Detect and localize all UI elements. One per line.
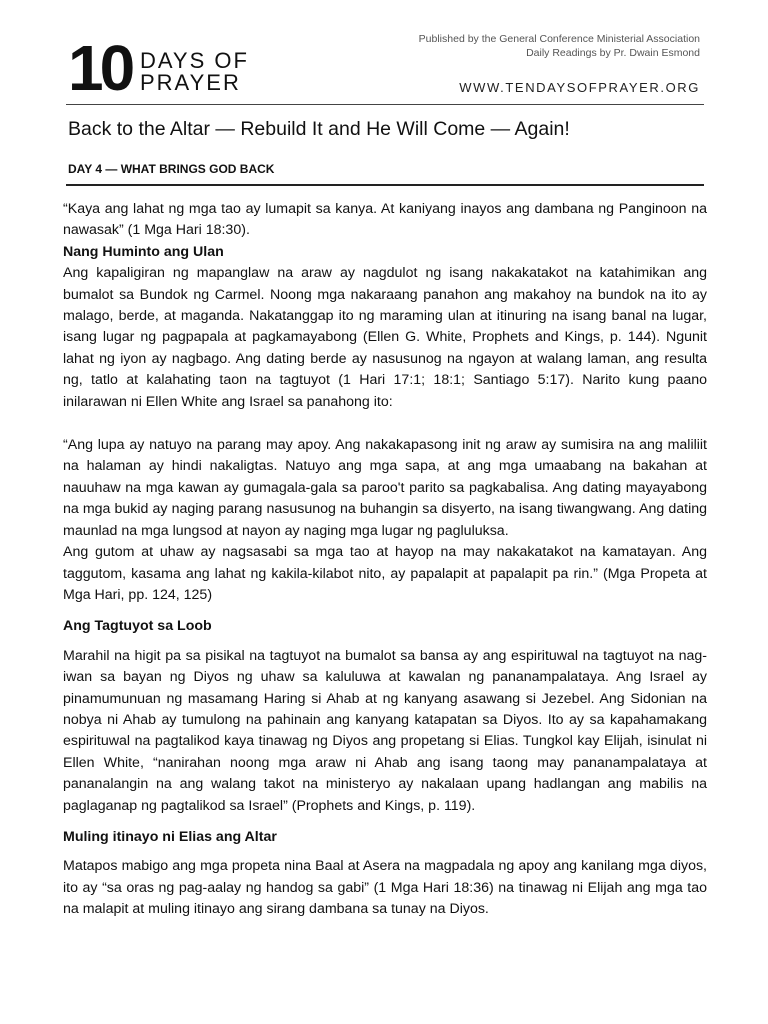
website-link[interactable]: WWW.TENDAYSOFPRAYER.ORG (459, 80, 700, 95)
paragraph: Ang kapaligiran ng mapanglaw na araw ay nagdulot ng isang nakakatakot na katahimikan ang bumalot sa Bundok ng Carmel. Noong mga nakaraang panahon ang makahoy na bundok na ito ay malago, berde, at maganda. Nakatanggap ito ng maraming ulan at itinuring na isang banal na lugar, isang lugar ng pagpapala at pagkamayabong (Ellen G. White, Prophets and Kings, p. 144). Ngunit lahat ng iyon ay nagbago. Ang dating berde ay nasusunog na ngayon at walang laman, ang resulta ng, tatlo at kalahating taon na tagtuyot (1 Hari 17:1; 18:1; Santiago 5:17). Narito kung paano inilarawan ni Ellen White ang Israel sa panahong ito: (63, 265, 707, 410)
section-heading: Nang Huminto ang Ulan (63, 243, 224, 260)
publisher-line-1: Published by the General Conference Ministerial Association (418, 33, 700, 45)
paragraph: Marahil na higit pa sa pisikal na tagtuyot na bumalot sa bansa ay ang espirituwal na tagtuyot na nag-iwan sa bayan ng Diyos ng uhaw sa kaluluwa at kawalan ng pananampalataya. Ang Israel ay pinamumunuan ng masamang Haring si Ahab at ng kanyang asawang si Jezebel. Ang Sidonian na nobya ni Ahab ay tumulong na pahinain ang kanyang katapatan sa Diyos. Ito ay sa kapahamakang espirituwal na pagtalikod kaya tinawag ng Diyos ang propetang si Elias. Tungkol kay Elijah, isinulat ni Ellen White, “nanirahan noong mga araw ni Ahab ang isang taong may pananampalataya at pananalangin na ang walang takot na ministeryo ay nakalaan upang hadlangan ang mabilis na paglaganap ng pagtalikod sa Israel” (Prophets and Kings, p. 119). (63, 647, 707, 814)
page-header (0, 0, 768, 108)
page-title: Back to the Altar — Rebuild It and He Will Come — Again! (68, 118, 570, 140)
paragraph-gap (63, 817, 707, 827)
logo-line-1: DAYS OF (140, 48, 249, 73)
paragraph-gap (63, 606, 707, 616)
quote-paragraph: “Ang lupa ay natuyo na parang may apoy. Ang nakakapasong init ng araw ay sumisira na ang maliliit na halaman ay hindi nakaligtas. Natuyo ang mga sapa, at ang mga umaabang na bakahan at nauuhaw na mga kawan ay gumagala-gala sa paroo't parito sa pagkabalisa. Ang dating mayayabong na mga bukid ay naging parang nasusunog na buhangin sa disyerto, na isang tiwangwang. Ang dating maunlad na mga lungsod at nayon ay naging mga lugar ng pagluluksa. (63, 437, 707, 539)
reading-body (63, 199, 707, 921)
section-heading: Ang Tagtuyot sa Loob (63, 618, 212, 635)
header-divider (66, 104, 704, 105)
publisher-info (419, 32, 700, 60)
quote-paragraph: Ang gutom at uhaw ay nagsasabi sa mga tao at hayop na may nakakatakot na kamatayan. Ang taggutom, kasama ang lahat ng kakila-kilabot nito, ay papalapit at papalapit pa rin.” (Mga Propeta at Mga Hari, pp. 124, 125) (63, 544, 707, 603)
logo-line-2: PRAYER (140, 70, 241, 95)
day-divider (66, 184, 704, 186)
paragraph-gap (63, 848, 707, 856)
publisher-line-2: Daily Readings by Pr. Dwain Esmond (526, 47, 700, 59)
logo-text (140, 50, 249, 94)
day-label: DAY 4 — WHAT BRINGS GOD BACK (68, 162, 275, 176)
logo-number: 10 (68, 32, 132, 104)
paragraph-gap (63, 413, 707, 435)
paragraph: Matapos mabigo ang mga propeta nina Baal at Asera na magpadala ng apoy ang kanilang mga diyos, ito ay “sa oras ng pag-aalay ng handog sa gabi” (1 Mga Hari 18:36) na tinawag ni Elijah ang mga tao na malapit at muling itinayo ang sirang dambana sa tunay na Diyos. (63, 858, 707, 918)
intro-verse: “Kaya ang lahat ng mga tao ay lumapit sa kanya. At kaniyang inayos ang dambana ng Panginoon na nawasak” (1 Mga Hari 18:30). (63, 201, 707, 239)
paragraph-gap (63, 638, 707, 646)
section-heading: Muling itinayo ni Elias ang Altar (63, 828, 277, 845)
